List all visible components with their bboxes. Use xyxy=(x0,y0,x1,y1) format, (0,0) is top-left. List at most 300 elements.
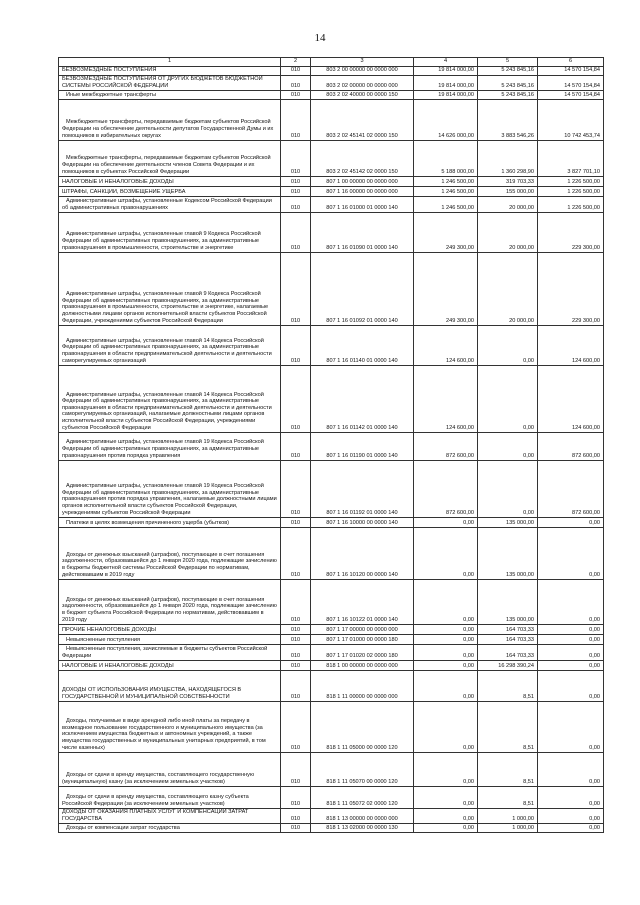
row-unexecuted-amount xyxy=(538,461,604,518)
row-name-text: БЕЗВОЗМЕЗДНЫЕ ПОСТУПЛЕНИЯ ОТ ДРУГИХ БЮДЖЕТОВ БЮДЖЕТНОЙ СИСТЕМЫ РОССИЙСКОЙ ФЕДЕРАЦИИ xyxy=(62,76,263,89)
row-approved-amount xyxy=(414,809,478,824)
row-approved-amount-text: 0,00 xyxy=(463,636,474,643)
row-approved-amount-text: 0,00 xyxy=(463,571,474,578)
row-approved-amount-text: 249 300,00 xyxy=(446,244,474,251)
row-unexecuted-amount xyxy=(538,518,604,528)
table-row xyxy=(59,91,604,100)
row-budget-code-text: 818 1 11 05072 02 0000 120 xyxy=(326,800,398,807)
table-row xyxy=(59,100,604,141)
row-line-code-text: 010 xyxy=(290,800,301,807)
row-unexecuted-amount xyxy=(538,141,604,177)
table-row xyxy=(59,76,604,91)
row-unexecuted-amount xyxy=(538,753,604,787)
row-line-code xyxy=(281,787,311,809)
table-row xyxy=(59,528,604,580)
row-approved-amount xyxy=(414,326,478,366)
row-approved-amount xyxy=(414,366,478,433)
row-budget-code-text: 807 1 16 10000 00 0000 140 xyxy=(326,519,398,526)
row-name xyxy=(59,518,281,528)
table-row xyxy=(59,518,604,528)
row-executed-amount-text: 319 703,33 xyxy=(506,178,534,185)
row-line-code-text: 010 xyxy=(290,571,301,578)
row-unexecuted-amount-text: 0,00 xyxy=(589,815,600,822)
row-executed-amount xyxy=(478,433,538,461)
row-line-code xyxy=(281,753,311,787)
row-executed-amount xyxy=(478,702,538,753)
row-budget-code xyxy=(311,661,414,671)
row-name-text: Административные штрафы, установленные Кодексом Российской Федерации об административных правонарушениях xyxy=(62,198,272,211)
row-budget-code xyxy=(311,809,414,824)
row-line-code-text: 010 xyxy=(290,188,301,195)
row-name-text: Доходы от компенсации затрат государства xyxy=(66,824,180,831)
row-line-code xyxy=(281,661,311,671)
row-name-text: Межбюджетные трансферты, передаваемые бюджетам субъектов Российской Федерации на обеспечение деятельности членов Совета Федерации и их помощников в субъектах Российской Федерации xyxy=(62,155,271,175)
row-approved-amount-text: 0,00 xyxy=(463,519,474,526)
row-line-code-text: 010 xyxy=(290,519,301,526)
row-approved-amount-text: 124 600,00 xyxy=(446,357,474,364)
row-line-code-text: 010 xyxy=(290,636,301,643)
row-executed-amount xyxy=(478,661,538,671)
row-unexecuted-amount-text: 3 827 701,10 xyxy=(567,168,600,175)
row-approved-amount-text: 872 600,00 xyxy=(446,509,474,516)
row-line-code-text: 010 xyxy=(290,616,301,623)
row-budget-code xyxy=(311,141,414,177)
row-name-text: Доходы от денежных взысканий (штрафов), поступающие в счет погашения задолженности, образовавшейся до 1 января 2020 года, подлежащие зачислению в бюджеты бюджетной системы Российской Федерации по нормативам, действовавшим в 2019 году xyxy=(62,551,277,578)
row-name-text: Невыясненные поступления, зачисляемые в бюджеты субъектов Российской Федерации xyxy=(62,646,268,659)
row-unexecuted-amount xyxy=(538,635,604,645)
row-line-code-text: 010 xyxy=(290,82,301,89)
row-line-code xyxy=(281,141,311,177)
row-name xyxy=(59,645,281,661)
row-line-code xyxy=(281,366,311,433)
row-name-text: ДОХОДЫ ОТ ОКАЗАНИЯ ПЛАТНЫХ УСЛУГ И КОМПЕНСАЦИИ ЗАТРАТ ГОСУДАРСТВА xyxy=(62,809,249,822)
row-name xyxy=(59,76,281,91)
row-approved-amount xyxy=(414,518,478,528)
row-name-text: Межбюджетные трансферты, передаваемые бюджетам субъектов Российской Федерации на обеспечение деятельности депутатов Государственной Думы и их помощников в избирательных округах xyxy=(62,119,274,139)
row-unexecuted-amount-text: 10 742 453,74 xyxy=(564,132,600,139)
row-budget-code-text: 818 1 00 00000 00 0000 000 xyxy=(326,662,398,669)
row-approved-amount-text: 0,00 xyxy=(463,662,474,669)
row-executed-amount-text: 8,51 xyxy=(523,800,534,807)
row-unexecuted-amount-text: 124 600,00 xyxy=(572,424,600,431)
row-line-code xyxy=(281,187,311,197)
row-budget-code-text: 807 1 16 01000 01 0000 140 xyxy=(326,204,398,211)
row-unexecuted-amount xyxy=(538,645,604,661)
row-approved-amount xyxy=(414,645,478,661)
row-unexecuted-amount-text: 1 226 500,00 xyxy=(567,204,600,211)
row-approved-amount xyxy=(414,213,478,253)
row-line-code xyxy=(281,645,311,661)
table-row xyxy=(59,213,604,253)
row-executed-amount xyxy=(478,528,538,580)
row-approved-amount xyxy=(414,91,478,100)
row-unexecuted-amount-text: 14 570 154,84 xyxy=(564,67,600,74)
table-row xyxy=(59,67,604,76)
row-executed-amount-text: 0,00 xyxy=(523,357,534,364)
row-line-code-text: 010 xyxy=(290,132,301,139)
row-budget-code xyxy=(311,635,414,645)
table-row xyxy=(59,753,604,787)
row-name xyxy=(59,809,281,824)
row-executed-amount-text: 164 703,33 xyxy=(506,636,534,643)
row-approved-amount xyxy=(414,787,478,809)
row-unexecuted-amount xyxy=(538,91,604,100)
row-budget-code-text: 818 1 11 05070 00 0000 120 xyxy=(326,778,398,785)
row-name xyxy=(59,671,281,702)
row-budget-code xyxy=(311,625,414,635)
row-budget-code-text: 803 2 02 45141 02 0000 150 xyxy=(326,132,398,139)
row-unexecuted-amount-text: 1 226 500,00 xyxy=(567,188,600,195)
row-name xyxy=(59,528,281,580)
income-report-table xyxy=(58,57,604,833)
row-approved-amount xyxy=(414,671,478,702)
row-name-text: НАЛОГОВЫЕ И НЕНАЛОГОВЫЕ ДОХОДЫ xyxy=(62,178,174,185)
row-name xyxy=(59,461,281,518)
row-name xyxy=(59,67,281,76)
table-row xyxy=(59,366,604,433)
row-approved-amount xyxy=(414,635,478,645)
row-unexecuted-amount xyxy=(538,177,604,187)
row-budget-code-text: 807 1 16 10120 00 0000 140 xyxy=(326,571,398,578)
row-line-code-text: 010 xyxy=(290,424,301,431)
row-budget-code xyxy=(311,518,414,528)
row-line-code-text: 010 xyxy=(290,815,301,822)
row-name xyxy=(59,580,281,625)
header-col-6: 6 xyxy=(538,58,604,67)
table-row xyxy=(59,635,604,645)
row-line-code xyxy=(281,177,311,187)
row-executed-amount-text: 16 298 390,24 xyxy=(498,662,534,669)
row-approved-amount-text: 124 600,00 xyxy=(446,424,474,431)
row-unexecuted-amount-text: 0,00 xyxy=(589,778,600,785)
row-unexecuted-amount xyxy=(538,253,604,326)
row-unexecuted-amount-text: 124 600,00 xyxy=(572,357,600,364)
row-approved-amount xyxy=(414,187,478,197)
row-executed-amount-text: 5 243 845,16 xyxy=(501,82,534,89)
row-budget-code xyxy=(311,253,414,326)
row-executed-amount-text: 0,00 xyxy=(523,509,534,516)
row-unexecuted-amount-text: 872 600,00 xyxy=(572,452,600,459)
header-col-5: 5 xyxy=(478,58,538,67)
row-line-code xyxy=(281,433,311,461)
row-line-code xyxy=(281,253,311,326)
row-budget-code-text: 807 1 17 01020 02 0000 180 xyxy=(326,652,398,659)
row-name-text: Административные штрафы, установленные главой 14 Кодекса Российской Федерации об административных правонарушениях, за административные правонарушения в области предпринимательской деятельности и деятельности саморегулируемых организаций, налагаемые должностными лицами органов исполнительной власти субъектов Российской Федерации, учреждениями субъектов Российской Федерации xyxy=(62,391,272,431)
row-budget-code xyxy=(311,580,414,625)
row-line-code-text: 010 xyxy=(290,178,301,185)
row-budget-code xyxy=(311,433,414,461)
row-budget-code-text: 807 1 16 01140 01 0000 140 xyxy=(326,357,398,364)
row-approved-amount-text: 19 814 000,00 xyxy=(438,67,474,74)
row-budget-code xyxy=(311,753,414,787)
row-approved-amount-text: 0,00 xyxy=(463,778,474,785)
row-executed-amount xyxy=(478,67,538,76)
row-approved-amount-text: 19 814 000,00 xyxy=(438,82,474,89)
row-executed-amount-text: 3 883 546,26 xyxy=(501,132,534,139)
table-row xyxy=(59,661,604,671)
row-line-code-text: 010 xyxy=(290,67,301,74)
row-line-code xyxy=(281,461,311,518)
row-unexecuted-amount-text: 229 300,00 xyxy=(572,244,600,251)
row-approved-amount xyxy=(414,625,478,635)
row-line-code xyxy=(281,671,311,702)
row-approved-amount xyxy=(414,76,478,91)
row-unexecuted-amount-text: 0,00 xyxy=(589,744,600,751)
row-name-text: Невыясненные поступления xyxy=(66,636,141,643)
row-name-text: ШТРАФЫ, САНКЦИИ, ВОЗМЕЩЕНИЕ УЩЕРБА xyxy=(62,188,186,195)
row-executed-amount xyxy=(478,753,538,787)
row-executed-amount-text: 5 243 845,16 xyxy=(501,67,534,74)
row-executed-amount-text: 0,00 xyxy=(523,424,534,431)
table-row xyxy=(59,580,604,625)
row-budget-code xyxy=(311,100,414,141)
table-row xyxy=(59,787,604,809)
row-budget-code xyxy=(311,528,414,580)
row-executed-amount xyxy=(478,580,538,625)
row-unexecuted-amount-text: 14 570 154,84 xyxy=(564,91,600,98)
row-executed-amount-text: 8,51 xyxy=(523,778,534,785)
row-name xyxy=(59,187,281,197)
row-line-code-text: 010 xyxy=(290,744,301,751)
row-line-code xyxy=(281,197,311,213)
row-line-code-text: 010 xyxy=(290,652,301,659)
row-executed-amount xyxy=(478,671,538,702)
row-executed-amount-text: 1 000,00 xyxy=(512,815,534,822)
row-line-code xyxy=(281,635,311,645)
row-line-code-text: 010 xyxy=(290,204,301,211)
row-name-text: Доходы от денежных взысканий (штрафов), поступающие в счет погашения задолженности, образовавшейся до 1 января 2020 года, подлежащие зачислению в бюджет субъекта Российской Федерации по нормативам, действовавшим в 2019 году xyxy=(62,596,277,623)
table-row xyxy=(59,177,604,187)
row-name xyxy=(59,366,281,433)
row-budget-code xyxy=(311,76,414,91)
row-unexecuted-amount-text: 0,00 xyxy=(589,693,600,700)
row-budget-code xyxy=(311,177,414,187)
row-executed-amount xyxy=(478,213,538,253)
row-line-code xyxy=(281,100,311,141)
row-unexecuted-amount xyxy=(538,76,604,91)
row-budget-code xyxy=(311,67,414,76)
table-row xyxy=(59,645,604,661)
row-executed-amount xyxy=(478,635,538,645)
row-budget-code xyxy=(311,213,414,253)
row-approved-amount xyxy=(414,661,478,671)
row-name-text: Административные штрафы, установленные главой 19 Кодекса Российской Федерации об административных правонарушениях, за административные правонарушения против порядка управления xyxy=(62,439,264,459)
row-budget-code xyxy=(311,461,414,518)
row-executed-amount xyxy=(478,625,538,635)
row-executed-amount-text: 135 000,00 xyxy=(506,519,534,526)
row-name-text: ДОХОДЫ ОТ ИСПОЛЬЗОВАНИЯ ИМУЩЕСТВА, НАХОДЯЩЕГОСЯ В ГОСУДАРСТВЕННОЙ И МУНИЦИПАЛЬНОЙ СОБСТВЕННОСТИ xyxy=(62,687,242,700)
row-name-text: Иные межбюджетные трансферты xyxy=(66,91,156,98)
row-budget-code-text: 807 1 16 01092 01 0000 140 xyxy=(326,317,398,324)
row-approved-amount-text: 5 188 000,00 xyxy=(441,168,474,175)
row-line-code-text: 010 xyxy=(290,693,301,700)
table-row xyxy=(59,809,604,824)
table-row xyxy=(59,197,604,213)
row-budget-code-text: 818 1 13 00000 00 0000 000 xyxy=(326,815,398,822)
row-executed-amount xyxy=(478,787,538,809)
row-budget-code xyxy=(311,326,414,366)
row-name-text: Доходы, получаемые в виде арендной либо иной платы за передачу в возмездное пользование государственного и муниципального имущества (за исключением имущества бюджетных и автономных учреждений, а также имущества государственных и муниципальных унитарных предприятий, в том числе казенных) xyxy=(62,718,266,751)
row-budget-code xyxy=(311,197,414,213)
row-executed-amount xyxy=(478,366,538,433)
row-unexecuted-amount-text: 0,00 xyxy=(589,800,600,807)
row-name xyxy=(59,213,281,253)
row-executed-amount-text: 155 000,00 xyxy=(506,188,534,195)
row-line-code xyxy=(281,213,311,253)
row-name-text: НАЛОГОВЫЕ И НЕНАЛОГОВЫЕ ДОХОДЫ xyxy=(62,662,174,669)
row-unexecuted-amount xyxy=(538,187,604,197)
row-name-text: Административные штрафы, установленные главой 19 Кодекса Российской Федерации об административных правонарушениях, за административные правонарушения против порядка управления, налагаемые должностными лицами органов исполнительной власти субъектов Российской Федерации, учреждениями субъектов Российской Федерации xyxy=(62,483,277,516)
row-name-text: Административные штрафы, установленные главой 14 Кодекса Российской Федерации об административных правонарушениях, за административные правонарушения в области предпринимательской деятельности и деятельности саморегулируемых организаций xyxy=(62,337,272,364)
row-approved-amount xyxy=(414,702,478,753)
row-name xyxy=(59,253,281,326)
row-name-text: ПРОЧИЕ НЕНАЛОГОВЫЕ ДОХОДЫ xyxy=(62,626,157,633)
row-line-code xyxy=(281,518,311,528)
row-line-code-text: 010 xyxy=(290,357,301,364)
row-unexecuted-amount xyxy=(538,787,604,809)
row-executed-amount-text: 1 000,00 xyxy=(512,824,534,831)
row-unexecuted-amount-text: 14 570 154,84 xyxy=(564,82,600,89)
row-budget-code xyxy=(311,366,414,433)
row-name-text: Платежи в целях возмещения причиненного ущерба (убытков) xyxy=(66,519,230,526)
row-approved-amount-text: 1 246 500,00 xyxy=(441,188,474,195)
row-approved-amount xyxy=(414,197,478,213)
row-budget-code-text: 807 1 00 00000 00 0000 000 xyxy=(326,178,398,185)
row-unexecuted-amount-text: 0,00 xyxy=(589,626,600,633)
row-budget-code xyxy=(311,91,414,100)
row-approved-amount xyxy=(414,67,478,76)
row-line-code-text: 010 xyxy=(290,317,301,324)
row-line-code-text: 010 xyxy=(290,452,301,459)
row-budget-code-text: 803 2 02 45142 02 0000 150 xyxy=(326,168,398,175)
row-name xyxy=(59,141,281,177)
row-line-code xyxy=(281,809,311,824)
row-budget-code-text: 803 2 02 40000 00 0000 150 xyxy=(326,91,398,98)
row-name xyxy=(59,197,281,213)
row-name-text: Административные штрафы, установленные главой 9 Кодекса Российской Федерации об административных правонарушениях, за административные правонарушения в промышленности, строительстве и энергетике xyxy=(62,231,261,251)
row-name xyxy=(59,326,281,366)
row-unexecuted-amount xyxy=(538,661,604,671)
table-row xyxy=(59,141,604,177)
row-unexecuted-amount xyxy=(538,366,604,433)
row-budget-code-text: 807 1 16 01190 01 0000 140 xyxy=(326,452,398,459)
row-name-text: Доходы от сдачи в аренду имущества, составляющего государственную (муниципальную) казну (за исключением земельных участков) xyxy=(62,772,255,785)
row-budget-code-text: 807 1 16 01090 01 0000 140 xyxy=(326,244,398,251)
row-executed-amount-text: 5 243 845,16 xyxy=(501,91,534,98)
row-executed-amount-text: 135 000,00 xyxy=(506,571,534,578)
header-col-1: 1 xyxy=(59,58,281,67)
row-approved-amount-text: 1 246 500,00 xyxy=(441,178,474,185)
row-unexecuted-amount xyxy=(538,100,604,141)
row-unexecuted-amount xyxy=(538,528,604,580)
row-line-code xyxy=(281,326,311,366)
row-approved-amount-text: 0,00 xyxy=(463,744,474,751)
row-unexecuted-amount xyxy=(538,580,604,625)
row-budget-code-text: 818 1 11 00000 00 0000 000 xyxy=(326,693,398,700)
row-line-code-text: 010 xyxy=(290,509,301,516)
header-col-3: 3 xyxy=(311,58,414,67)
row-unexecuted-amount xyxy=(538,197,604,213)
row-line-code xyxy=(281,528,311,580)
row-line-code-text: 010 xyxy=(290,824,301,831)
row-executed-amount-text: 8,51 xyxy=(523,693,534,700)
row-name xyxy=(59,753,281,787)
row-unexecuted-amount-text: 0,00 xyxy=(589,824,600,831)
row-executed-amount-text: 164 703,33 xyxy=(506,652,534,659)
row-unexecuted-amount-text: 0,00 xyxy=(589,616,600,623)
row-executed-amount-text: 20 000,00 xyxy=(509,317,534,324)
row-budget-code-text: 807 1 16 01192 01 0000 140 xyxy=(326,509,398,516)
table-row xyxy=(59,326,604,366)
row-line-code xyxy=(281,625,311,635)
row-line-code-text: 010 xyxy=(290,778,301,785)
row-approved-amount xyxy=(414,753,478,787)
row-executed-amount xyxy=(478,100,538,141)
row-line-code-text: 010 xyxy=(290,168,301,175)
row-executed-amount-text: 1 360 298,90 xyxy=(501,168,534,175)
row-budget-code xyxy=(311,702,414,753)
row-unexecuted-amount xyxy=(538,809,604,824)
page-number: 14 xyxy=(314,32,326,44)
row-line-code xyxy=(281,67,311,76)
row-executed-amount xyxy=(478,197,538,213)
row-executed-amount-text: 164 703,33 xyxy=(506,626,534,633)
row-unexecuted-amount xyxy=(538,671,604,702)
row-budget-code-text: 807 1 16 01142 01 0000 140 xyxy=(326,424,398,431)
row-budget-code-text: 807 1 17 01000 00 0000 180 xyxy=(326,636,398,643)
row-approved-amount xyxy=(414,100,478,141)
row-name xyxy=(59,787,281,809)
row-approved-amount xyxy=(414,433,478,461)
row-unexecuted-amount xyxy=(538,702,604,753)
row-name xyxy=(59,702,281,753)
row-executed-amount-text: 20 000,00 xyxy=(509,204,534,211)
row-executed-amount-text: 0,00 xyxy=(523,452,534,459)
row-name xyxy=(59,91,281,100)
row-unexecuted-amount-text: 872 600,00 xyxy=(572,509,600,516)
row-executed-amount xyxy=(478,177,538,187)
row-name xyxy=(59,625,281,635)
row-executed-amount xyxy=(478,141,538,177)
row-unexecuted-amount-text: 229 300,00 xyxy=(572,317,600,324)
row-budget-code xyxy=(311,824,414,833)
table-row xyxy=(59,702,604,753)
row-approved-amount-text: 872 600,00 xyxy=(446,452,474,459)
row-name-text: БЕЗВОЗМЕЗДНЫЕ ПОСТУПЛЕНИЯ xyxy=(62,67,157,74)
row-unexecuted-amount-text: 0,00 xyxy=(589,519,600,526)
row-budget-code-text: 803 2 02 00000 00 0000 000 xyxy=(326,82,398,89)
row-unexecuted-amount-text: 0,00 xyxy=(589,571,600,578)
table-row xyxy=(59,433,604,461)
row-unexecuted-amount xyxy=(538,625,604,635)
row-approved-amount xyxy=(414,580,478,625)
row-approved-amount xyxy=(414,461,478,518)
row-budget-code xyxy=(311,787,414,809)
row-line-code xyxy=(281,824,311,833)
header-row xyxy=(59,58,604,67)
table-row xyxy=(59,824,604,833)
row-budget-code-text: 807 1 16 00000 00 0000 000 xyxy=(326,188,398,195)
row-approved-amount-text: 0,00 xyxy=(463,616,474,623)
row-unexecuted-amount xyxy=(538,67,604,76)
row-approved-amount-text: 0,00 xyxy=(463,800,474,807)
row-approved-amount-text: 0,00 xyxy=(463,626,474,633)
table-row xyxy=(59,625,604,635)
table-row xyxy=(59,253,604,326)
row-executed-amount xyxy=(478,461,538,518)
row-approved-amount-text: 0,00 xyxy=(463,824,474,831)
row-budget-code xyxy=(311,671,414,702)
